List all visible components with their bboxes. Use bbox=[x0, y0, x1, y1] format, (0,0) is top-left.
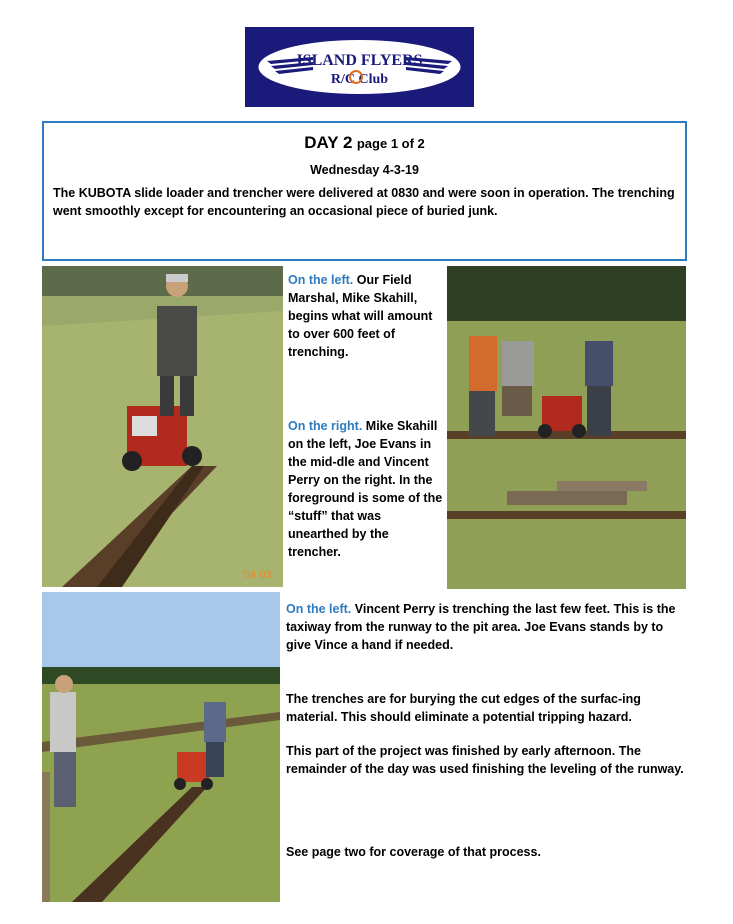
caption-right-1-label: On the right. bbox=[288, 419, 363, 433]
caption-left-2-label: On the left. bbox=[286, 602, 352, 616]
caption-left-1-label: On the left. bbox=[288, 273, 354, 287]
photo-three-men bbox=[447, 266, 686, 589]
photo-mike-trenching bbox=[42, 266, 283, 587]
caption-right-1 bbox=[288, 417, 443, 561]
paragraph-see-page-two: See page two for coverage of that process. bbox=[286, 845, 541, 859]
caption-left-2 bbox=[286, 600, 691, 654]
logo-line2: R/C Club bbox=[330, 72, 389, 87]
club-logo bbox=[245, 27, 474, 107]
intro-paragraph: The KUBOTA slide loader and trencher were delivered at 0830 and were soon in operation. The trenching went smoothly except for encountering an occasional piece of buried junk. bbox=[53, 186, 675, 218]
paragraph-trenches: The trenches are for burying the cut edges of the surfac-ing material. This should eliminate a potential tripping hazard. bbox=[286, 692, 641, 724]
logo-line1: ISLAND FLYERS bbox=[296, 52, 423, 69]
header-box bbox=[42, 121, 687, 261]
date-stamp: '04 03 bbox=[242, 569, 272, 581]
caption-left-1 bbox=[288, 271, 443, 361]
caption-left-1-text: Our Field Marshal, Mike Skahill, begins what will amount to over 600 feet of trenching. bbox=[288, 273, 433, 359]
page-number: page 1 of 2 bbox=[356, 136, 425, 151]
page-title bbox=[44, 133, 685, 153]
day-label: DAY 2 bbox=[304, 133, 353, 152]
paragraph-finished: This part of the project was finished by early afternoon. The remainder of the day was used finishing the leveling of the runway. bbox=[286, 744, 684, 776]
caption-left-2-text: Vincent Perry is trenching the last few feet. This is the taxiway from the runway to the pit area. Joe Evans stands by to give Vince a hand if needed. bbox=[286, 602, 676, 652]
caption-right-1-text: Mike Skahill on the left, Joe Evans in the mid-dle and Vincent Perry on the right. In the foreground is some of the “stuff” that was unearthed by the trencher. bbox=[288, 419, 443, 559]
photo-vincent-trenching bbox=[42, 592, 280, 902]
date-line: Wednesday 4-3-19 bbox=[310, 163, 419, 177]
